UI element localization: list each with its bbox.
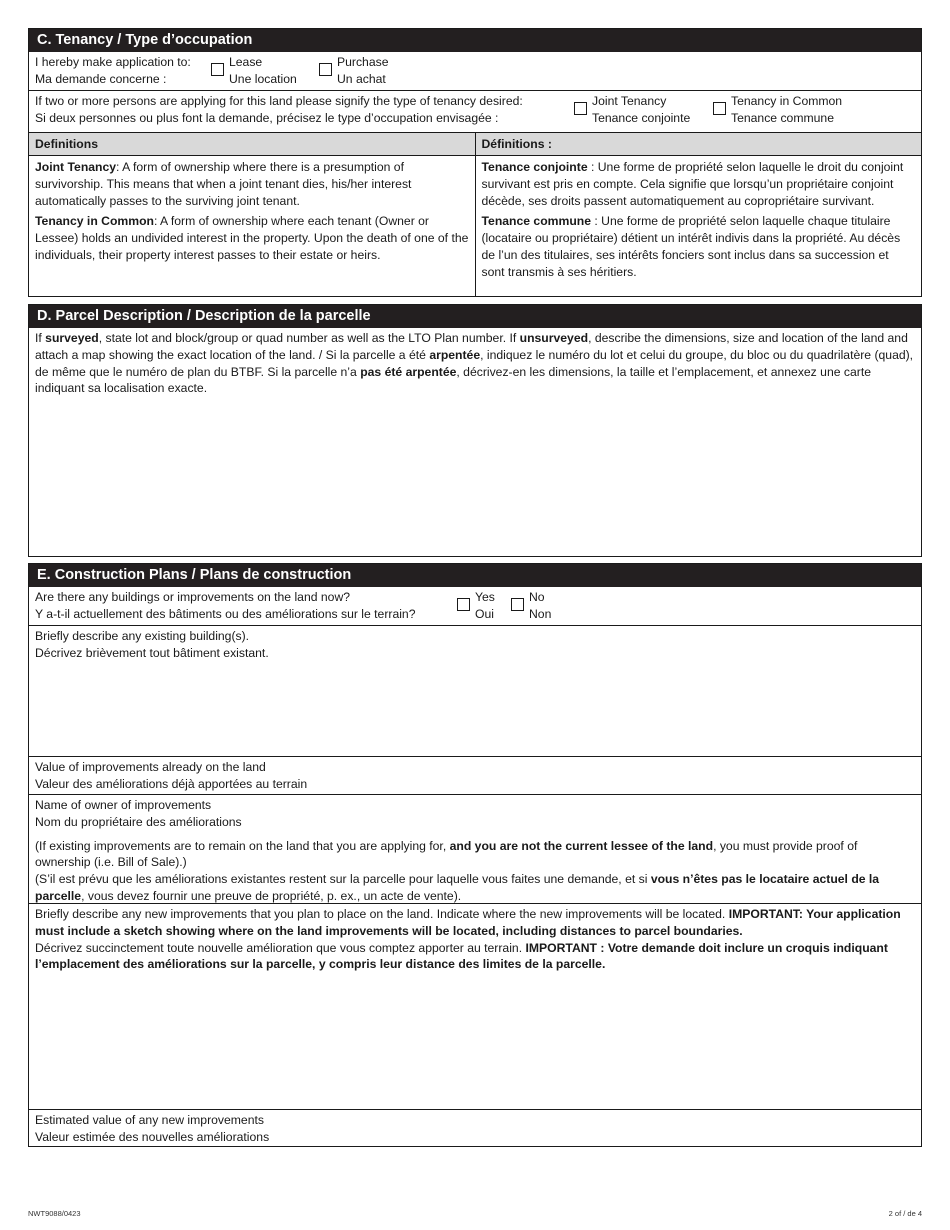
existing-buildings-label-en: Briefly describe any existing building(s). <box>35 629 250 643</box>
tenancy-common-checkbox[interactable] <box>713 102 726 115</box>
purchase-checkbox[interactable] <box>319 63 332 76</box>
def-common-en: Tenancy in Common: A form of ownership where each tenant (Owner or Lessee) holds an undivided interest in the property. Upon the death of one of the individuals, their property interest passes to their estate or heirs. <box>35 214 469 262</box>
existing-buildings-field[interactable] <box>29 625 921 756</box>
definitions-heading-en: Definitions <box>29 133 475 155</box>
definitions-en <box>29 133 475 296</box>
no-checkbox[interactable] <box>511 598 524 611</box>
buildings-question-en: Are there any buildings or improvements on the land now? <box>35 590 351 604</box>
lease-label-fr: Une location <box>229 71 297 86</box>
def-common-fr: Tenance commune : Une forme de propriété selon laquelle chaque titulaire (locataire ou propriétaire) détient un intérêt indivis dans la propriété. Au décès de l’un des titulaires, ses intérêts fonciers sont inclus dans sa succession et sont transmis à ses héritiers. <box>481 214 901 279</box>
estimated-value-field[interactable] <box>29 1109 921 1146</box>
new-improvements-field[interactable] <box>29 903 921 1109</box>
form-code: NWT9088/0423 <box>28 1209 81 1218</box>
tenancy-question-fr: Si deux personnes ou plus font la demande, précisez le type d’occupation envisagée : <box>35 110 499 125</box>
joint-tenancy-label-en: Joint Tenancy <box>592 94 667 108</box>
section-d <box>28 304 922 557</box>
section-e-title: E. Construction Plans / Plans de construction <box>29 564 921 587</box>
apply-label-en: I hereby make application to: <box>35 55 191 69</box>
buildings-question-row <box>29 587 921 625</box>
tenancy-common-label-fr: Tenance commune <box>731 110 834 125</box>
definitions-fr <box>475 133 922 296</box>
apply-label-fr: Ma demande concerne : <box>35 71 167 86</box>
section-c-title: C. Tenancy / Type d’occupation <box>29 29 921 52</box>
parcel-description-field[interactable]: If surveyed, state lot and block/group or quad number as well as the LTO Plan number. If unsurveyed, describe the dimensions, size and location of the land and attach a map showing the exact location of the land. / Si la parcelle a été arpentée, indiquez le numéro du lot et celui du groupe, du bloc ou du quadrilatère (quad), de même que le numéro de plan du BTBF. Si la parcelle n’a pas été arpentée, décrivez-en les dimensions, la taille et l’emplacement, et annexez une carte indiquant sa localisation exacte. <box>35 331 914 396</box>
joint-tenancy-label-fr: Tenance conjointe <box>592 110 691 125</box>
def-joint-fr: Tenance conjointe : Une forme de propriété selon laquelle le droit du conjoint survivant est pris en compte. Cela signifie que lorsqu’un propriétaire conjoint décède, ses droits passent automatiquement au copropriétaire survivant. <box>481 160 904 208</box>
purchase-label-fr: Un achat <box>337 71 386 86</box>
lease-label-en: Lease <box>229 55 263 69</box>
definitions-table <box>29 132 921 296</box>
improvements-owner-field[interactable] <box>29 794 921 903</box>
def-joint-en: Joint Tenancy: A form of ownership where there is a presumption of survivorship. This means that when a joint tenant dies, his/her interest automatically passes to the surviving joint tenant. <box>35 160 412 208</box>
owner-label-en: Name of owner of improvements <box>35 798 212 812</box>
joint-tenancy-checkbox[interactable] <box>574 102 587 115</box>
section-e <box>28 563 922 1147</box>
owner-label-fr: Nom du propriétaire des améliorations <box>35 814 242 829</box>
section-c <box>28 28 922 297</box>
tenancy-common-label-en: Tenancy in Common <box>731 94 843 108</box>
yes-label-fr: Oui <box>475 606 494 621</box>
yes-label-en: Yes <box>475 590 495 604</box>
buildings-question-fr: Y a-t-il actuellement des bâtiments ou des améliorations sur le terrain? <box>35 606 416 621</box>
application-type-row <box>29 52 921 90</box>
yes-checkbox[interactable] <box>457 598 470 611</box>
estimated-value-label-en: Estimated value of any new improvements <box>35 1113 264 1127</box>
improvements-value-label-fr: Valeur des améliorations déjà apportées au terrain <box>35 776 308 791</box>
lease-checkbox[interactable] <box>211 63 224 76</box>
improvements-value-field[interactable] <box>29 756 921 794</box>
new-improvements-fr: Décrivez succinctement toute nouvelle amélioration que vous comptez apporter au terrain. IMPORTANT : Votre demande doit inclure un croquis indiquant l’emplacement des améliorations sur la parcelle, y compris leur distance des limites de la parcelle. <box>35 940 888 972</box>
estimated-value-label-fr: Valeur estimée des nouvelles améliorations <box>35 1129 270 1144</box>
page-number: 2 of / de 4 <box>888 1209 922 1218</box>
tenancy-type-row <box>29 90 921 132</box>
tenancy-question-en: If two or more persons are applying for this land please signify the type of tenancy desired: <box>35 94 523 108</box>
new-improvements-en: Briefly describe any new improvements that you plan to place on the land. Indicate where the new improvements will be located. IMPORTANT: Your application must include a sketch showing where on the land improvements will be located, including distances to parcel boundaries. <box>35 907 901 938</box>
definitions-heading-fr: Définitions : <box>476 133 922 155</box>
no-label-fr: Non <box>529 606 552 621</box>
proof-note-fr: (S’il est prévu que les améliorations existantes restent sur la parcelle pour laquelle vous faites une demande, et si vous n’êtes pas le locataire actuel de la parcelle, vous devez fournir une preuve de propriété, p. ex., un acte de vente). <box>35 872 880 903</box>
proof-note-en: (If existing improvements are to remain on the land that you are applying for, and you are not the current lessee of the land, you must provide proof of ownership (i.e. Bill of Sale).) <box>35 838 858 870</box>
improvements-value-label-en: Value of improvements already on the land <box>35 760 266 774</box>
purchase-label-en: Purchase <box>337 55 389 69</box>
section-d-title: D. Parcel Description / Description de la parcelle <box>29 305 921 328</box>
no-label-en: No <box>529 590 545 604</box>
existing-buildings-label-fr: Décrivez brièvement tout bâtiment existant. <box>35 645 269 660</box>
